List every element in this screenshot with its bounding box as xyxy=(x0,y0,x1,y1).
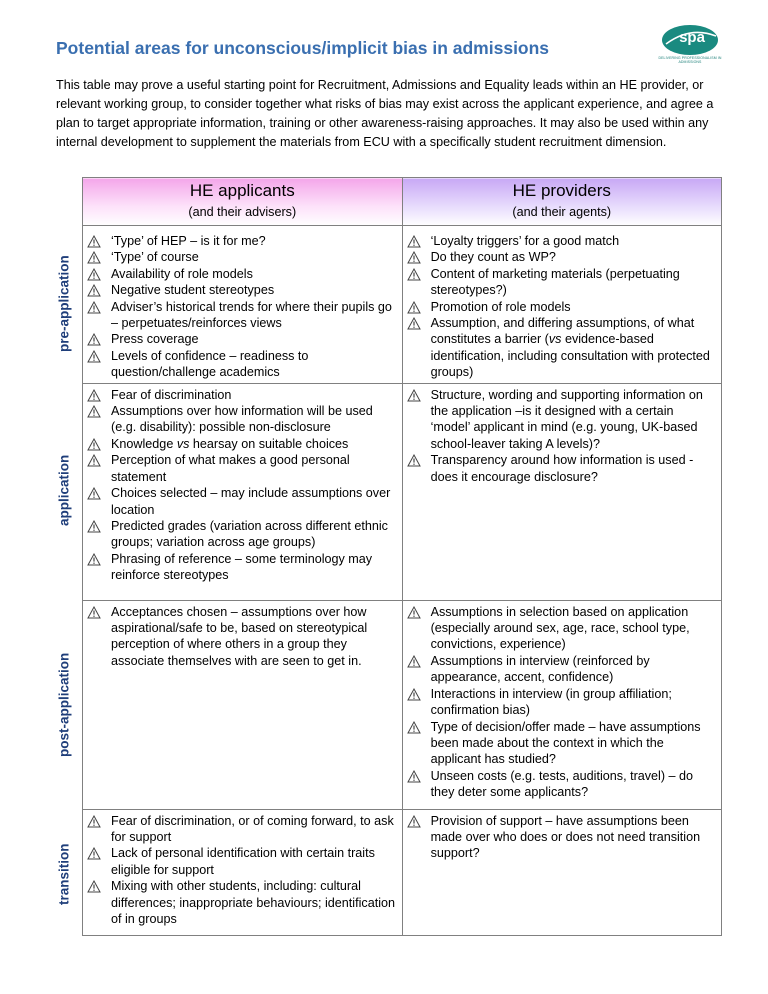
bullet-item xyxy=(87,813,396,846)
cell-pre-application-applicants xyxy=(83,205,403,384)
bullet-item xyxy=(407,604,715,653)
header-providers-subtitle: (and their agents) xyxy=(512,205,612,219)
bullet-text: Transparency around how information is used - does it encourage disclosure? xyxy=(430,453,694,484)
bullet-text: Press coverage xyxy=(111,332,199,347)
warning-triangle-icon xyxy=(87,389,101,402)
stage-labels xyxy=(50,0,78,994)
bullet-text: Levels of confidence – readiness to question/challenge academics xyxy=(111,348,309,380)
warning-triangle-icon xyxy=(87,487,101,500)
bullet-item xyxy=(87,551,396,584)
bullet-text: Negative student stereotypes xyxy=(111,283,275,298)
bullet-item xyxy=(87,878,396,927)
bias-table xyxy=(82,177,722,936)
logo-text: spa xyxy=(679,29,705,46)
intro-paragraph: This table may prove a useful starting point for Recruitment, Admissions and Equality leads within an HE provider, or relevant working group, to consider together what risks of bias may exist across the applicant experience, and agree a plan to target appropriate information, training or other awareness-raising approaches. It may also be used within any internal development to supplement the materials from ECU with a specifically student recruitment dimension. xyxy=(56,78,714,149)
warning-triangle-icon xyxy=(407,770,421,783)
bullet-text: Phrasing of reference – some terminology may reinforce stereotypes xyxy=(111,551,373,583)
bullet-item xyxy=(87,282,396,298)
bullet-item xyxy=(87,604,396,670)
header-applicants-subtitle: (and their advisers) xyxy=(188,205,297,219)
bullet-item xyxy=(87,299,396,332)
bullet-item xyxy=(87,387,396,403)
bullet-text: Content of marketing materials (perpetuating stereotypes?) xyxy=(430,266,680,298)
spa-logo-mark xyxy=(658,22,722,56)
warning-triangle-icon xyxy=(87,301,101,314)
warning-triangle-icon xyxy=(87,880,101,893)
warning-triangle-icon xyxy=(87,520,101,533)
bullet-item xyxy=(407,387,715,453)
bullet-item xyxy=(407,719,715,768)
header-providers-title: HE providers xyxy=(512,181,611,200)
bullet-text: Choices selected – may include assumptions over location xyxy=(111,486,391,517)
cell-pre-application-providers xyxy=(402,205,721,384)
row-application xyxy=(83,383,722,600)
bullet-text: Mixing with other students, including: cultural differences; inappropriate behaviours; identification of in groups xyxy=(111,879,396,927)
bullet-item xyxy=(407,813,715,862)
warning-triangle-icon xyxy=(87,606,101,619)
bullet-item xyxy=(87,436,396,452)
warning-triangle-icon xyxy=(87,284,101,297)
bullet-text: ‘Loyalty triggers’ for a good match xyxy=(430,234,620,248)
warning-triangle-icon xyxy=(87,815,101,828)
warning-triangle-icon xyxy=(87,847,101,860)
bullet-text: Do they count as WP? xyxy=(430,250,556,265)
bullet-item xyxy=(407,315,715,381)
cell-post-application-providers xyxy=(402,600,721,809)
bullet-item xyxy=(87,845,396,878)
warning-triangle-icon xyxy=(87,251,101,264)
warning-triangle-icon xyxy=(407,317,421,330)
warning-triangle-icon xyxy=(407,454,421,467)
bullet-text: Structure, wording and supporting information on the application –is it designed with a certain ‘model’ applicant in mind (e.g. young, UK-based school-leaver taking A levels)? xyxy=(430,387,703,451)
warning-triangle-icon xyxy=(407,721,421,734)
warning-triangle-icon xyxy=(407,815,421,828)
warning-triangle-icon xyxy=(87,438,101,451)
row-transition xyxy=(83,809,722,935)
bullet-text: Assumptions in interview (reinforced by appearance, accent, confidence) xyxy=(430,653,650,685)
bullet-item xyxy=(87,452,396,485)
bullet-item xyxy=(407,266,715,299)
bullet-text: ‘Type’ of course xyxy=(111,250,199,265)
cell-application-applicants xyxy=(83,383,403,600)
row-pre-application xyxy=(83,226,722,384)
bullet-item xyxy=(407,249,715,265)
cell-transition-providers xyxy=(402,809,721,935)
stage-label-post-application: post-application xyxy=(56,652,72,758)
bullet-text: Acceptances chosen – assumptions over how aspirational/safe to be, based on stereotypical perception of where others in a group they associate themselves with are seen to get in. xyxy=(111,604,368,668)
bullet-text: Type of decision/offer made – have assumptions been made about the context in which the applicant has studied? xyxy=(430,719,701,767)
cell-application-providers xyxy=(402,383,721,600)
bullet-text: Unseen costs (e.g. tests, auditions, travel) – do they deter some applicants? xyxy=(430,768,694,800)
bullet-text: Knowledge vs hearsay on suitable choices xyxy=(111,436,349,451)
warning-triangle-icon xyxy=(87,333,101,346)
bullet-item xyxy=(87,518,396,551)
stage-label-application: application xyxy=(56,454,72,527)
cell-post-application-applicants xyxy=(83,600,403,809)
bullet-text: ‘Type’ of HEP – is it for me? xyxy=(111,234,266,248)
bullet-item xyxy=(87,266,396,282)
warning-triangle-icon xyxy=(407,235,421,248)
warning-triangle-icon xyxy=(87,553,101,566)
bullet-text: Predicted grades (variation across different ethnic groups; variation across age groups) xyxy=(111,518,388,550)
bullet-text: Perception of what makes a good personal statement xyxy=(111,453,350,484)
bullet-item xyxy=(87,348,396,381)
warning-triangle-icon xyxy=(407,389,421,402)
warning-triangle-icon xyxy=(87,454,101,467)
bullet-text: Provision of support – have assumptions been made over who does or does not need transition support? xyxy=(430,813,701,861)
bullet-text: Fear of discrimination, or of coming forward, to ask for support xyxy=(111,813,394,845)
bullet-item xyxy=(87,233,396,249)
bullet-item xyxy=(407,452,715,485)
bullet-item xyxy=(87,331,396,347)
bullet-item xyxy=(407,299,715,315)
bullet-item xyxy=(407,653,715,686)
header-applicants-title: HE applicants xyxy=(189,181,295,200)
bullet-text: Promotion of role models xyxy=(430,299,571,314)
bullet-text: Assumptions in selection based on application (especially around sex, age, race, school type, convictions, experience) xyxy=(430,604,690,652)
warning-triangle-icon xyxy=(87,235,101,248)
bullet-text: Assumption, and differing assumptions, of what constitutes a barrier (vs evidence-based identification, including consultation with protected groups) xyxy=(430,316,710,380)
warning-triangle-icon xyxy=(87,268,101,281)
bullet-item xyxy=(407,686,715,719)
warning-triangle-icon xyxy=(87,350,101,363)
warning-triangle-icon xyxy=(407,606,421,619)
warning-triangle-icon xyxy=(407,655,421,668)
page-title: Potential areas for unconscious/implicit bias in admissions xyxy=(56,38,550,58)
bullet-item xyxy=(87,485,396,518)
stage-label-transition: transition xyxy=(56,843,72,905)
spa-logo xyxy=(658,22,722,68)
bullet-item xyxy=(87,249,396,265)
bullet-text: Fear of discrimination xyxy=(111,387,232,402)
bullet-text: Interactions in interview (in group affiliation; confirmation bias) xyxy=(430,686,672,718)
stage-label-pre-application: pre-application xyxy=(56,255,72,352)
bullet-text: Availability of role models xyxy=(111,266,253,281)
bullet-item xyxy=(407,233,715,249)
bullet-item xyxy=(87,403,396,436)
bullet-text: Adviser’s historical trends for where their pupils go – perpetuates/reinforces views xyxy=(111,299,392,331)
bullet-item xyxy=(407,768,715,801)
row-post-application xyxy=(83,600,722,809)
bullet-text: Lack of personal identification with certain traits eligible for support xyxy=(111,846,375,877)
warning-triangle-icon xyxy=(407,268,421,281)
logo-subtext: DELIVERING PROFESSIONALISM IN ADMISSIONS xyxy=(658,56,722,64)
warning-triangle-icon xyxy=(407,251,421,264)
warning-triangle-icon xyxy=(87,405,101,418)
cell-transition-applicants xyxy=(83,809,403,935)
warning-triangle-icon xyxy=(407,688,421,701)
warning-triangle-icon xyxy=(407,301,421,314)
bullet-text: Assumptions over how information will be used (e.g. disability): possible non-disclosure xyxy=(111,404,373,435)
